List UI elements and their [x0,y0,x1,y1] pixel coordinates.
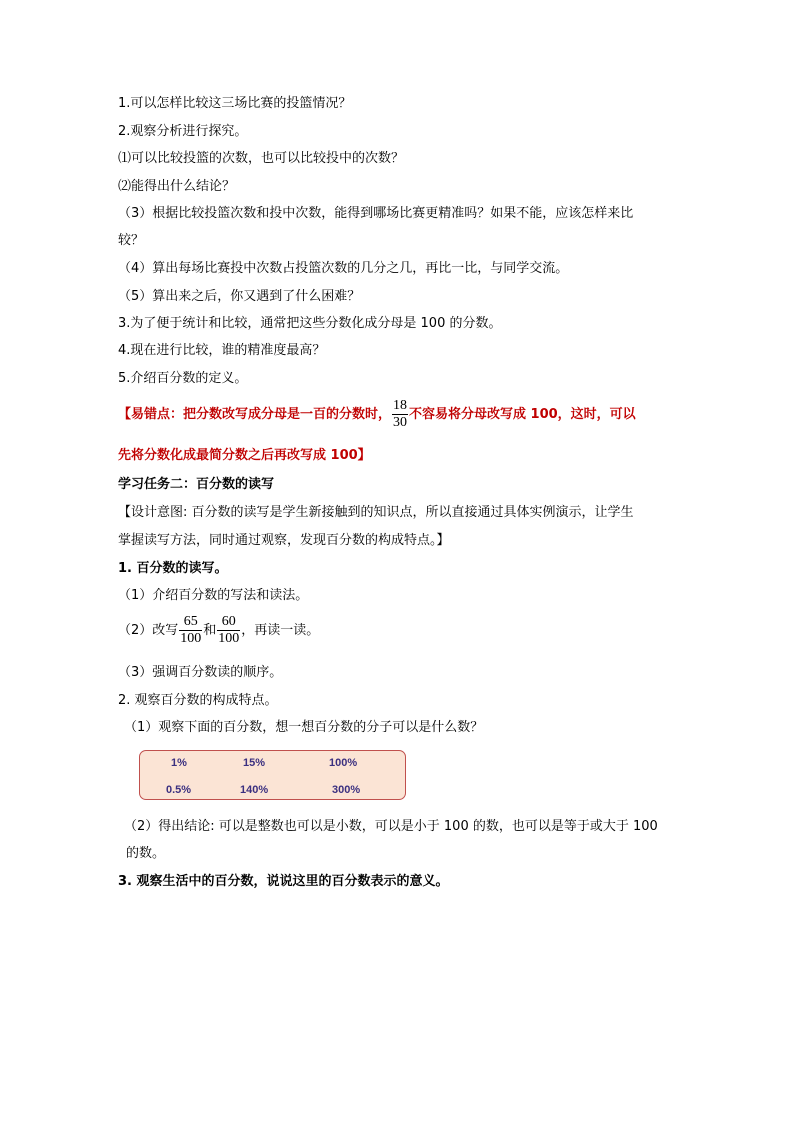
fraction-65-100 [179,614,202,647]
sub-question-4: （4）算出每场比赛投中次数占投篮次数的几分之几，再比一比，与同学交流。 [118,261,569,276]
sub-question-5: （5）算出来之后，你又遇到了什么困难？ [118,289,361,304]
sub-question-2: ⑵能得出什么结论？ [118,179,236,194]
sub-question-3-line2: 较？ [118,233,145,248]
section2-item1: （1）观察下面的百分数，想一想百分数的分子可以是什么数？ [124,720,484,735]
fraction-numerator: 65 [179,614,202,631]
question-3: 3.为了便于统计和比较，通常把这些分数化成分母是 100 的分数。 [118,316,502,331]
percent-value: 140% [240,784,269,796]
fraction-denominator: 30 [393,415,408,430]
task2-heading: 学习任务二：百分数的读写 [118,477,275,492]
fraction-18-30 [392,398,408,431]
section3-title: 3. 观察生活中的百分数，说说这里的百分数表示的意义。 [118,874,449,889]
percent-value: 0.5% [166,784,192,796]
section1-item3: （3）强调百分数读的顺序。 [118,665,283,680]
section1-item1: （1）介绍百分数的写法和读法。 [118,588,309,603]
question-5: 5.介绍百分数的定义。 [118,371,248,386]
fraction-60-100 [217,614,240,647]
warning-note-line2: 先将分数化成最简分数之后再改写成 100】 [118,448,371,463]
section1-item2 [118,614,319,647]
design-intent-line2: 掌握读写方法，同时通过观察，发现百分数的构成特点。】 [118,533,450,548]
sub-question-3-line1: （3）根据比较投篮次数和投中次数，能得到哪场比赛更精准吗？如果不能，应该怎样来比 [118,206,634,221]
question-1: 1.可以怎样比较这三场比赛的投篮情况？ [118,96,352,111]
question-4: 4.现在进行比较，谁的精准度最高？ [118,343,326,358]
warning-text-part2: 不容易将分母改写成 100，这时，可以 [409,407,636,422]
percent-value: 1% [171,757,187,769]
sub-question-1: ⑴可以比较投篮的次数，也可以比较投中的次数？ [118,151,405,166]
item2-prefix: （2）改写 [118,623,179,638]
fraction-denominator: 100 [218,631,240,646]
percent-examples-box [139,750,406,800]
fraction-numerator: 60 [217,614,240,631]
section2-item2-line1: （2）得出结论: 可以是整数也可以是小数，可以是小于 100 的数，也可以是等于或大于 100 [124,819,658,834]
percent-value: 100% [329,757,358,769]
section1-title: 1. 百分数的读写。 [118,561,228,576]
section2-title: 2. 观察百分数的构成特点。 [118,693,278,708]
fraction-denominator: 100 [180,631,202,646]
warning-text-part1: 【易错点：把分数改写成分母是一百的分数时， [118,407,392,422]
item2-suffix: ，再读一读。 [241,623,320,638]
item2-and: 和 [203,623,217,638]
fraction-numerator: 18 [393,398,408,413]
warning-note-line1 [118,398,636,431]
section2-item2-line2: 的数。 [126,846,166,861]
percent-value: 300% [332,784,361,796]
percent-value: 15% [243,757,266,769]
design-intent-line1: 【设计意图: 百分数的读写是学生新接触到的知识点，所以直接通过具体实例演示，让学生 [118,505,634,520]
question-2: 2.观察分析进行探究。 [118,124,248,139]
